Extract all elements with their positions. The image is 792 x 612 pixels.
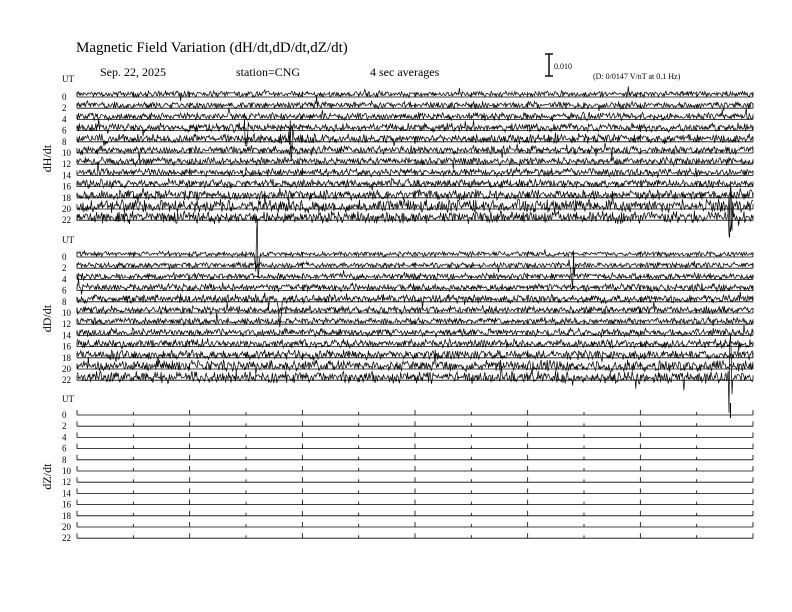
hour-tick-label: 4 — [62, 432, 67, 443]
hour-tick-label: 4 — [62, 274, 67, 285]
hour-tick-label: 16 — [62, 181, 71, 192]
hour-tick-label: 2 — [62, 421, 67, 432]
hour-tick-label: 12 — [62, 477, 71, 488]
trace-dH-hour-0 — [77, 86, 753, 101]
hour-tick-label: 0 — [62, 410, 67, 420]
date-label: Sep. 22, 2025 — [100, 65, 166, 79]
hour-tick-label: 18 — [62, 192, 71, 203]
panel-dZ — [40, 394, 753, 543]
hour-tick-label: 2 — [62, 263, 67, 274]
hour-tick-label: 0 — [62, 252, 67, 262]
hour-tick-label: 10 — [62, 466, 71, 476]
hour-tick-label: 2 — [62, 103, 67, 114]
panel-dD — [40, 219, 753, 413]
ut-axis-label: UT — [62, 394, 74, 404]
scale-value-label: 0.010 — [554, 62, 572, 71]
hour-tick-label: 0 — [62, 92, 67, 102]
trace-dH-hour-18 — [77, 188, 753, 203]
hour-tick-label: 10 — [62, 308, 71, 318]
hour-tick-label: 14 — [62, 488, 71, 499]
hour-tick-label: 8 — [62, 454, 67, 465]
ut-axis-label: UT — [62, 235, 74, 245]
hour-tick-label: 8 — [62, 296, 67, 307]
hour-tick-label: 6 — [62, 125, 67, 136]
ut-axis-label: UT — [62, 74, 74, 84]
panels-group — [40, 74, 753, 543]
panel-ylabel-dD: dD/dt — [40, 304, 54, 333]
averaging-label: 4 sec averages — [370, 65, 440, 79]
hour-tick-label: 20 — [62, 364, 71, 374]
hour-tick-label: 16 — [62, 341, 71, 352]
panel-ylabel-dH: dH/dt — [40, 144, 54, 173]
hour-tick-label: 14 — [62, 330, 71, 341]
scale-note-label: (D: 0/0147 V/nT at 0.1 Hz) — [593, 72, 681, 81]
station-label: station=CNG — [236, 65, 301, 79]
hour-tick-label: 18 — [62, 510, 71, 521]
hour-tick-label: 20 — [62, 204, 71, 214]
chart-title: Magnetic Field Variation (dH/dt,dD/dt,dZ/dt) — [76, 40, 348, 56]
hour-tick-label: 12 — [62, 319, 71, 330]
hour-tick-label: 6 — [62, 285, 67, 296]
hour-tick-label: 18 — [62, 352, 71, 363]
hour-tick-label: 6 — [62, 443, 67, 454]
hour-tick-label: 4 — [62, 114, 67, 125]
hour-tick-label: 22 — [62, 375, 71, 386]
hour-tick-label: 20 — [62, 522, 71, 532]
hour-tick-label: 22 — [62, 533, 71, 544]
hour-tick-label: 8 — [62, 136, 67, 147]
panel-dH — [40, 74, 753, 238]
hour-tick-label: 12 — [62, 159, 71, 170]
hour-tick-label: 22 — [62, 215, 71, 226]
panel-ylabel-dZ: dZ/dt — [40, 463, 54, 490]
hour-tick-label: 10 — [62, 148, 71, 158]
hour-tick-label: 16 — [62, 499, 71, 510]
scale-bar — [545, 54, 553, 76]
hour-tick-label: 14 — [62, 170, 71, 181]
